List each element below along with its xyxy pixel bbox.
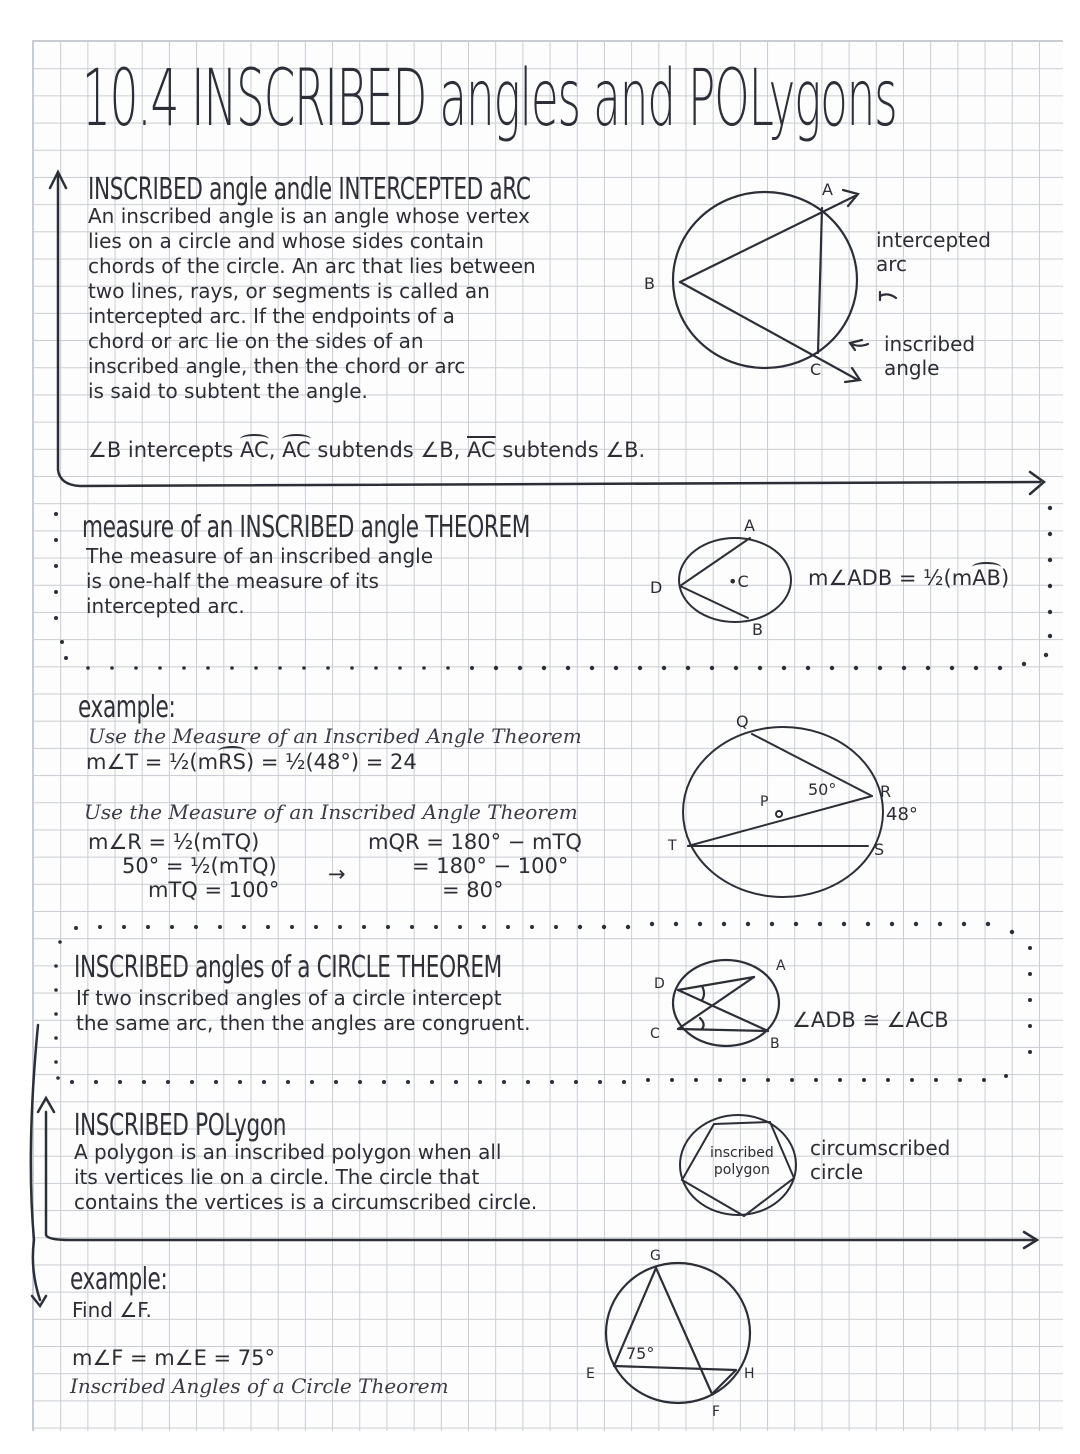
point-label-a: A bbox=[776, 958, 786, 974]
annotation-line: angle bbox=[884, 356, 940, 380]
example-step-title: Use the Measure of an Inscribed Angle Theorem bbox=[84, 800, 578, 824]
section-heading: INSCRIBED angle andle INTERCEPTED aRC bbox=[88, 172, 531, 207]
label-line: circumscribed bbox=[810, 1136, 951, 1160]
summary-text: subtends ∠B, bbox=[310, 438, 467, 462]
point-label-d: D bbox=[650, 578, 663, 597]
summary-text: , bbox=[268, 438, 283, 462]
definition-line: inscribed angle, then the chord or arc bbox=[88, 354, 466, 378]
congruence-formula: ∠ADB ≅ ∠ACB bbox=[792, 1008, 949, 1032]
point-label-c: C bbox=[810, 360, 822, 379]
formula-text: ) bbox=[1000, 566, 1010, 590]
equation-text: m∠T = ½(m bbox=[86, 750, 219, 774]
point-label-b: B bbox=[770, 1036, 780, 1052]
point-label-b: B bbox=[752, 620, 763, 639]
solve-line: mTQ = 100° bbox=[148, 878, 280, 902]
solve-line: = 80° bbox=[442, 878, 504, 902]
arrow-icon: → bbox=[328, 862, 346, 886]
annotation-line: inscribed bbox=[884, 332, 976, 356]
definition-line: chords of the circle. An arc that lies between bbox=[88, 254, 536, 278]
section-heading: INSCRIBED angles of a CIRCLE THEOREM bbox=[74, 950, 502, 985]
page-title: 10.4 INSCRIBED angles and POLygons bbox=[82, 54, 897, 144]
label-line: polygon bbox=[713, 1162, 770, 1178]
formula-text: m∠ADB = ½(m bbox=[808, 566, 973, 590]
definition-line: two lines, rays, or segments is called an bbox=[88, 279, 490, 303]
point-label-a: A bbox=[744, 516, 755, 535]
point-label-t: T bbox=[668, 838, 677, 854]
point-label-d: D bbox=[654, 976, 665, 992]
point-label-b: B bbox=[644, 274, 655, 293]
segment-label: $\overline{AC}$ bbox=[466, 438, 496, 462]
definition-line: lies on a circle and whose sides contain bbox=[88, 229, 484, 253]
point-label-h: H bbox=[744, 1366, 755, 1382]
solve-line: mQR = 180° − mTQ bbox=[368, 830, 582, 854]
point-label-g: G bbox=[650, 1248, 661, 1264]
label-line: circle bbox=[810, 1160, 864, 1184]
definition-line: An inscribed angle is an angle whose vertex bbox=[88, 204, 530, 228]
point-label-p: P bbox=[760, 794, 769, 810]
definition-line: its vertices lie on a circle. The circle that bbox=[74, 1165, 480, 1189]
theorem-line: intercepted arc. bbox=[86, 594, 245, 618]
summary-text: subtends ∠B. bbox=[495, 438, 646, 462]
point-label-c: C bbox=[650, 1026, 660, 1042]
solve-line: 50° = ½(mTQ) bbox=[122, 854, 277, 878]
example-heading: example: bbox=[70, 1262, 168, 1297]
definition-line: A polygon is an inscribed polygon when all bbox=[74, 1140, 502, 1164]
point-label-a: A bbox=[822, 180, 833, 199]
theorem-line: is one-half the measure of its bbox=[86, 569, 379, 593]
point-label-s: S bbox=[874, 840, 885, 859]
section-heading: INSCRIBED POLygon bbox=[74, 1108, 287, 1143]
label-line: inscribed bbox=[710, 1145, 774, 1161]
angle-r-measure: 50° bbox=[808, 780, 837, 799]
angle-e-measure: 75° bbox=[626, 1344, 655, 1363]
section-heading: measure of an INSCRIBED angle THEOREM bbox=[82, 510, 531, 545]
annotation-line: arc bbox=[876, 252, 908, 276]
point-label-c: •C bbox=[728, 572, 749, 591]
theorem-line: The measure of an inscribed angle bbox=[86, 544, 434, 568]
equation-text: ) = ½(48°) = 24 bbox=[245, 750, 417, 774]
arc-label: RS bbox=[218, 750, 246, 774]
point-label-q: Q bbox=[736, 712, 749, 731]
theorem-line: If two inscribed angles of a circle intercept bbox=[76, 986, 502, 1010]
arc-label: AB bbox=[972, 566, 1001, 590]
point-label-e: E bbox=[586, 1366, 595, 1382]
definition-line: is said to subtent the angle. bbox=[88, 379, 368, 403]
example-reason: Inscribed Angles of a Circle Theorem bbox=[70, 1374, 449, 1398]
definition-line: contains the vertices is a circumscribed circle. bbox=[74, 1190, 538, 1214]
example-answer: m∠F = m∠E = 75° bbox=[72, 1346, 276, 1370]
definition-line: intercepted arc. If the endpoints of a bbox=[88, 304, 455, 328]
theorem-line: the same arc, then the angles are congruent. bbox=[76, 1011, 531, 1035]
summary-text: ∠B intercepts bbox=[88, 438, 241, 462]
definition-line: chord or arc lie on the sides of an bbox=[88, 329, 424, 353]
point-label-f: F bbox=[712, 1404, 721, 1420]
arc-label: AC bbox=[240, 438, 269, 462]
example-step-title: Use the Measure of an Inscribed Angle Theorem bbox=[88, 724, 582, 748]
solve-line: = 180° − 100° bbox=[412, 854, 569, 878]
arc-rs-measure: 48° bbox=[886, 804, 918, 825]
point-label-r: R bbox=[880, 782, 892, 801]
example-prompt: Find ∠F. bbox=[72, 1298, 152, 1322]
annotation-line: intercepted bbox=[876, 228, 991, 252]
solve-line: m∠R = ½(mTQ) bbox=[88, 830, 260, 854]
arc-label: AC bbox=[282, 438, 311, 462]
example-heading: example: bbox=[78, 690, 176, 725]
